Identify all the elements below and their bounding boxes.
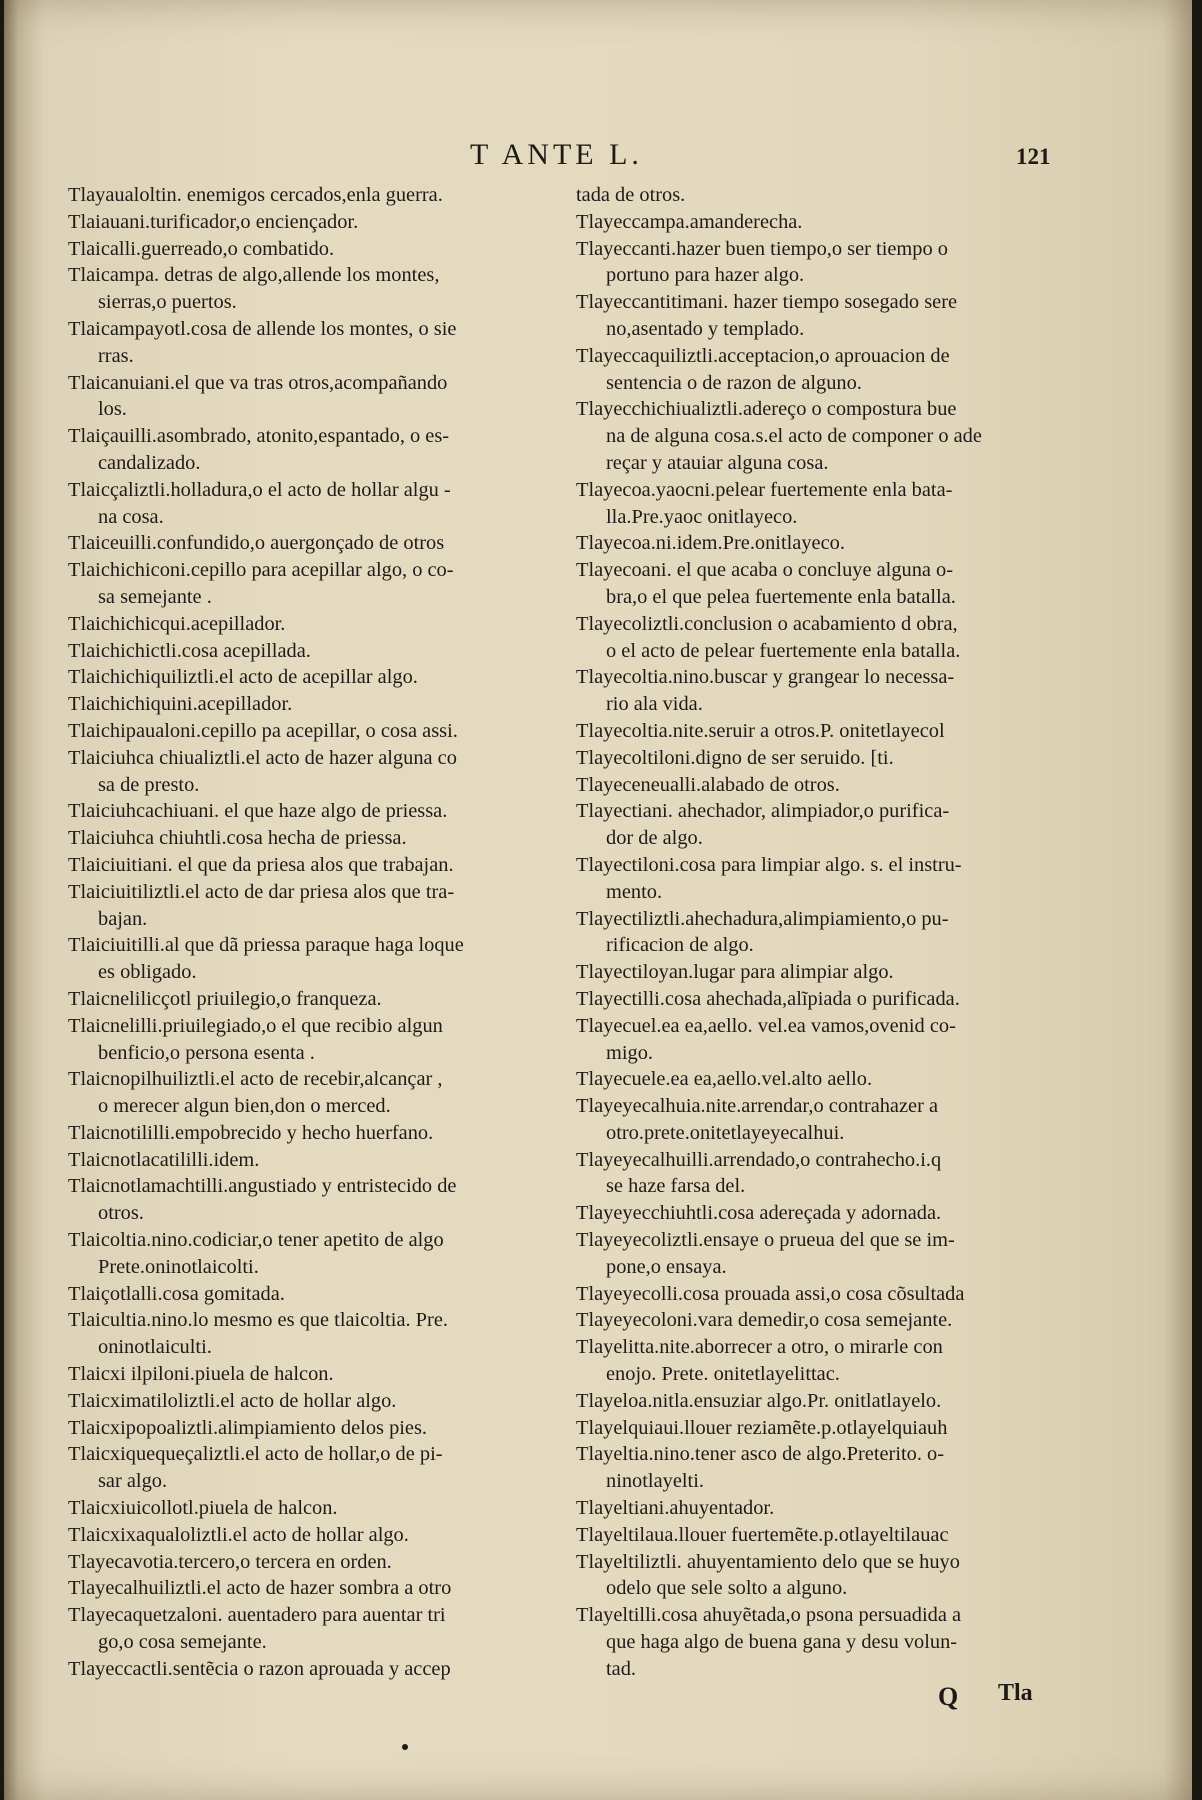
dictionary-entry: Tlaicxixaqualoliztli.el acto de hollar algo.	[68, 1523, 409, 1546]
dictionary-entry-continuation: los.	[98, 398, 127, 421]
ink-dot	[402, 1744, 408, 1750]
dictionary-entry: Tlayeccampa.amanderecha.	[576, 210, 803, 233]
right-column	[576, 182, 1048, 1683]
dictionary-entry: Tlaicoltia.nino.codiciar,o tener apetito de algo	[68, 1229, 444, 1252]
dictionary-entry-continuation: que haga algo de buena gana y desu volun-	[606, 1631, 958, 1654]
dictionary-entry: Tlayecoltiloni.digno de ser seruido. [ti.	[576, 746, 894, 769]
dictionary-entry: Tlayeccanti.hazer buen tiempo,o ser tiempo o	[576, 237, 948, 260]
dictionary-entry: Tlayeyecalhuia.nite.arrendar,o contrahazer a	[576, 1095, 939, 1118]
dictionary-entry-continuation: odelo que sele solto a alguno.	[606, 1577, 848, 1600]
dictionary-entry-continuation: se haze farsa del.	[606, 1175, 746, 1198]
dictionary-entry: Tlaiciuitiani. el que da priesa alos que trabajan.	[68, 853, 454, 876]
dictionary-entry: Tlayecavotia.tercero,o tercera en orden.	[68, 1550, 392, 1573]
dictionary-entry: Tlaiciuhca chiualiztli.el acto de hazer alguna co	[68, 746, 457, 769]
bleed-through-margin	[4, 0, 44, 1800]
running-title: T ANTE L.	[470, 138, 643, 171]
page-number: 121	[1016, 144, 1051, 169]
dictionary-entry-continuation: ninotlayelti.	[606, 1470, 704, 1493]
dictionary-entry-continuation: Prete.oninotlaicolti.	[98, 1255, 259, 1278]
dictionary-entry: Tlaiçotlalli.cosa gomitada.	[68, 1282, 285, 1305]
dictionary-entry-continuation: na de alguna cosa.s.el acto de componer o ade	[606, 425, 982, 448]
dictionary-entry: Tlayectiloyan.lugar para alimpiar algo.	[576, 961, 894, 984]
dictionary-entry: Tlayecoltia.nino.buscar y grangear lo necessa-	[576, 666, 955, 689]
dictionary-entry-continuation: go,o cosa semejante.	[98, 1631, 267, 1654]
dictionary-entry: Tlayeyecolli.cosa prouada assi,o cosa cõsultada	[576, 1282, 965, 1305]
dictionary-entry-continuation: es obligado.	[98, 961, 197, 984]
dictionary-entry: Tlaicxiuicollotl.piuela de halcon.	[68, 1497, 338, 1520]
dictionary-entry: Tlaiciuitiliztli.el acto de dar priesa alos que tra-	[68, 880, 455, 903]
dictionary-entry-continuation: rras.	[98, 344, 134, 367]
dictionary-entry: Tlaicximatiloliztli.el acto de hollar algo.	[68, 1389, 397, 1412]
dictionary-entry: Tlayectilli.cosa ahechada,alĩpiada o purificada.	[576, 987, 960, 1010]
dictionary-entry: Tlaicnotlamachtilli.angustiado y entristecido de	[68, 1175, 457, 1198]
dictionary-entry: Tlayecuele.ea ea,aello.vel.alto aello.	[576, 1068, 873, 1091]
dictionary-entry-continuation: otro.prete.onitetlayeyecalhui.	[606, 1121, 845, 1144]
dictionary-entry: Tlaicampa. detras de algo,allende los montes,	[68, 264, 440, 287]
dictionary-entry-continuation: no,asentado y templado.	[606, 317, 805, 340]
dictionary-entry-continuation: sa semejante .	[98, 585, 212, 608]
dictionary-entry: Tlaichichiconi.cepillo para acepillar algo, o co-	[68, 559, 454, 582]
dictionary-entry-continuation: sentencia o de razon de alguno.	[606, 371, 862, 394]
dictionary-entry-continuation: bajan.	[98, 907, 148, 930]
dictionary-entry: Tlayeccactli.sentẽcia o razon aprouada y accep	[68, 1657, 451, 1680]
dictionary-entry: Tlayecchichiualiztli.adereço o compostura bue	[576, 398, 957, 421]
dictionary-entry-continuation: lla.Pre.yaoc onitlayeco.	[606, 505, 798, 528]
dictionary-entry: Tlayeloa.nitla.ensuziar algo.Pr. onitlatlayelo.	[576, 1389, 942, 1412]
dictionary-entry: Tlaichichiquiliztli.el acto de acepillar algo.	[68, 666, 418, 689]
dictionary-entry-continuation: enojo. Prete. onitetlayelittac.	[606, 1363, 840, 1386]
dictionary-entry: Tlayeltiani.ahuyentador.	[576, 1497, 775, 1520]
dictionary-entry: Tlayeceneualli.alabado de otros.	[576, 773, 840, 796]
dictionary-entry: Tlaicnelilicçotl priuilegio,o franqueza.	[68, 987, 382, 1010]
dictionary-entry: Tlayeltilli.cosa ahuyẽtada,o psona persuadida a	[576, 1604, 962, 1627]
dictionary-entry: Tlayeccantitimani. hazer tiempo sosegado sere	[576, 291, 958, 314]
dictionary-entry: Tlaiçauilli.asombrado, atonito,espantado, o es-	[68, 425, 450, 448]
dictionary-entry: Tlaichichicqui.acepillador.	[68, 612, 286, 635]
dictionary-entry-continuation: rificacion de algo.	[606, 934, 754, 957]
dictionary-entry-continuation: tad.	[606, 1657, 637, 1680]
dictionary-entry: Tlaiciuhcachiuani. el que haze algo de priessa.	[68, 800, 448, 823]
book-page	[4, 0, 1192, 1800]
dictionary-entry: Tlayectiloni.cosa para limpiar algo. s. el instru-	[576, 853, 962, 876]
dictionary-entry: Tlayeltia.nino.tener asco de algo.Preterito. o-	[576, 1443, 945, 1466]
dictionary-entry: Tlaicultia.nino.lo mesmo es que tlaicoltia. Pre.	[68, 1309, 448, 1332]
dictionary-entry-continuation: o el acto de pelear fuertemente enla batalla.	[606, 639, 961, 662]
dictionary-entry-continuation: na cosa.	[98, 505, 164, 528]
dictionary-entry: Tlayelquiaui.llouer reziamẽte.p.otlayelquiauh	[576, 1416, 948, 1439]
dictionary-entry: Tlaicnotlacatililli.idem.	[68, 1148, 260, 1171]
dictionary-entry: Tlaicçaliztli.holladura,o el acto de hollar algu -	[68, 478, 451, 501]
dictionary-entry-continuation: sa de presto.	[98, 773, 200, 796]
dictionary-entry: Tlayecuel.ea ea,aello. vel.ea vamos,ovenid co-	[576, 1014, 956, 1037]
dictionary-entry-continuation: rio ala vida.	[606, 693, 703, 716]
dictionary-entry: Tlaichichiquini.acepillador.	[68, 693, 293, 716]
dictionary-entry: Tlayecoa.yaocni.pelear fuertemente enla bata-	[576, 478, 953, 501]
dictionary-entry: Tlayeyecchiuhtli.cosa adereçada y adornada.	[576, 1202, 942, 1225]
dictionary-entry: Tlayaualoltin. enemigos cercados,enla guerra.	[68, 184, 443, 206]
dictionary-entry: Tlaicnopilhuiliztli.el acto de recebir,alcançar ,	[68, 1068, 443, 1091]
running-header	[4, 138, 1192, 172]
dictionary-entry: Tlaicnelilli.priuilegiado,o el que recibio algun	[68, 1014, 443, 1037]
dictionary-entry-continuation: reçar y atauiar alguna cosa.	[606, 451, 829, 474]
dictionary-entry: Tlaiciuitilli.al que dã priessa paraque haga loque	[68, 934, 464, 957]
dictionary-entry-continuation: benficio,o persona esenta .	[98, 1041, 315, 1064]
dictionary-entry: Tlaicxipopoaliztli.alimpiamiento delos pies.	[68, 1416, 428, 1439]
signature-mark: Q	[938, 1682, 959, 1711]
dictionary-entry-continuation: sierras,o puertos.	[98, 291, 237, 314]
dictionary-entry: Tlaicxiquequeçaliztli.el acto de hollar,o de pi-	[68, 1443, 443, 1466]
dictionary-entry: Tlayectiani. ahechador, alimpiador,o purifica-	[576, 800, 950, 823]
dictionary-entry-continuation: candalizado.	[98, 451, 201, 474]
dictionary-entry-continuation: portuno para hazer algo.	[606, 264, 805, 287]
dictionary-entry-continuation: otros.	[98, 1202, 144, 1225]
dictionary-entry: Tlaiceuilli.confundido,o auergonçado de otros	[68, 532, 445, 555]
dictionary-entry: Tlayeltiliztli. ahuyentamiento delo que se huyo	[576, 1550, 960, 1573]
dictionary-entry-continuation: migo.	[606, 1041, 654, 1064]
dictionary-entry: Tlaicnotililli.empobrecido y hecho huerfano.	[68, 1121, 434, 1144]
dictionary-entry-continuation: sar algo.	[98, 1470, 168, 1493]
dictionary-entry-continuation: mento.	[606, 880, 663, 903]
catchword: Tla	[998, 1680, 1033, 1706]
dictionary-entry-continuation: pone,o ensaya.	[606, 1255, 727, 1278]
dictionary-entry: Tlayecalhuiliztli.el acto de hazer sombra a otro	[68, 1577, 452, 1600]
dictionary-entry: Tlayecoa.ni.idem.Pre.onitlayeco.	[576, 532, 845, 555]
dictionary-entry-continuation: oninotlaiculti.	[98, 1336, 212, 1359]
dictionary-entry: Tlaichichictli.cosa acepillada.	[68, 639, 311, 662]
dictionary-entry: Tlayecaquetzaloni. auentadero para auentar tri	[68, 1604, 446, 1627]
dictionary-entry: Tlaicalli.guerreado,o combatido.	[68, 237, 335, 260]
dictionary-entry: Tlayectiliztli.ahechadura,alimpiamiento,o pu-	[576, 907, 949, 930]
dictionary-entry: Tlaichipaualoni.cepillo pa acepillar, o cosa assi.	[68, 719, 458, 742]
dictionary-entry: tada de otros.	[576, 184, 686, 206]
dictionary-entry: Tlayeyecoliztli.ensaye o prueua del que se im-	[576, 1229, 955, 1252]
dictionary-entry: Tlayeltilaua.llouer fuertemẽte.p.otlayeltilauac	[576, 1523, 949, 1546]
dictionary-entry: Tlayelitta.nite.aborrecer a otro, o mirarle con	[576, 1336, 943, 1359]
dictionary-entry: Tlayecoliztli.conclusion o acabamiento d obra,	[576, 612, 958, 635]
dictionary-entry: Tlaiauani.turificador,o enciençador.	[68, 210, 359, 233]
dictionary-entry: Tlayecoani. el que acaba o concluye alguna o-	[576, 559, 954, 582]
dictionary-entry-continuation: dor de algo.	[606, 827, 703, 850]
dictionary-entry: Tlaicampayotl.cosa de allende los montes, o sie	[68, 317, 457, 340]
dictionary-entry: Tlayecoltia.nite.seruir a otros.P. onitetlayecol	[576, 719, 945, 742]
dictionary-entry: Tlaicanuiani.el que va tras otros,acompañando	[68, 371, 448, 394]
dictionary-entry-continuation: o merecer algun bien,don o merced.	[98, 1095, 391, 1118]
dictionary-entry: Tlaicxi ilpiloni.piuela de halcon.	[68, 1363, 334, 1386]
left-column	[68, 182, 552, 1683]
dictionary-entry-continuation: bra,o el que pelea fuertemente enla batalla.	[606, 585, 956, 608]
dictionary-entry: Tlaiciuhca chiuhtli.cosa hecha de priessa.	[68, 827, 407, 850]
dictionary-entry: Tlayeyecalhuilli.arrendado,o contrahecho.i.q	[576, 1148, 942, 1171]
dictionary-entry: Tlayeccaquiliztli.acceptacion,o aprouacion de	[576, 344, 950, 367]
dictionary-entry: Tlayeyecoloni.vara demedir,o cosa semejante.	[576, 1309, 953, 1332]
page-footer	[4, 1680, 1192, 1720]
